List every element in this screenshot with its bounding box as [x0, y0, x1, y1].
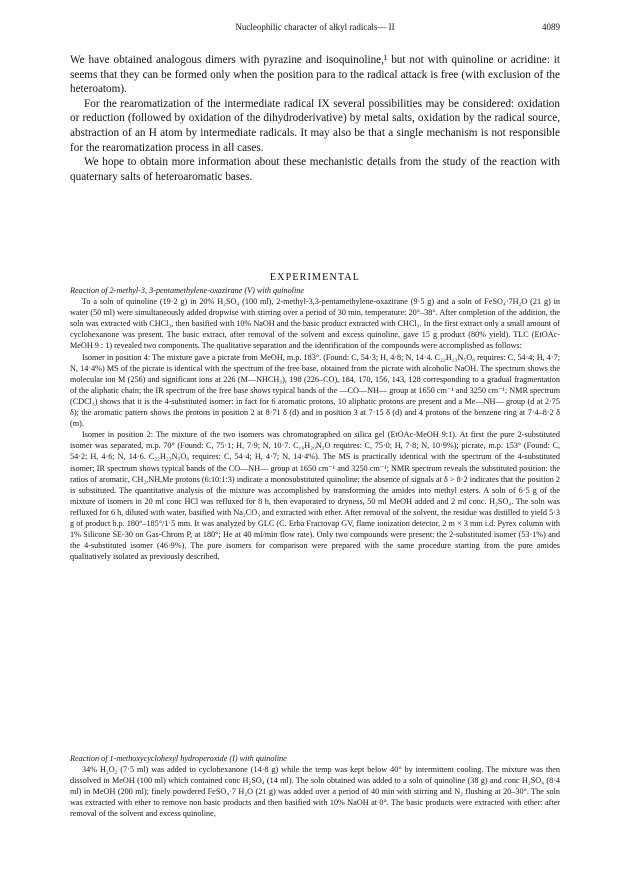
intro-paragraph: We hope to obtain more information about these mechanistic details from the study of the reaction with quaternary salts of heteroaromatic bases.	[70, 156, 560, 183]
intro-paragraph: We have obtained analogous dimers with pyrazine and isoquinoline,¹ but not with quinoline or acridine: it seems that they can be formed only when the position para to the radical attack is free (with exclusion of the heteroatom).	[70, 54, 560, 96]
intro-paragraph: For the rearomatization of the intermediate radical IX several possibilities may be considered: oxidation or reduction (followed by oxidation of the dihydroderivative) by metal salts, oxidation by the radical source, abstraction of an H atom by intermediate radicals. It may also be that a single mechanism is not responsible for the rearomatization process in all cases.	[70, 97, 560, 154]
procedure-paragraph: Isomer in position 2: The mixture of the two isomers was chromatographed on silica gel (EtOAc-MeOH 9:1). At first the pure 2-substituted isomer was separated, m.p. 70° (Found: C, 75·1; H, 7·9; N, 10·7. C₁₆H₂₀N₂O requires: C, 75·0; H, 7·8; N, 10·9%); picrate, m.p. 153° (Found: C, 54·2; H, 4·6; N, 14·6. C₂₂H₂₃N₅O₈ requires: C, 54·4; H, 4·7; N, 14·4%). The MS is practically identical with the spectrum of the 4-substituted isomer; IR spectrum shows typical bands of the CO—NH— group at 1650 cm⁻¹ and 3250 cm⁻¹; NMR spectrum reveals the substituted position: the ratios of aromatic, CH₂,NH,Me protons (6:10:1:3) indicate a monosubstituted quinoline; the absence of signals at δ > 8·2 indicates that the position 2 is substituted. The quantitative analysis of the mixture was accomplished by transforming the amides into methyl esters. A soln of 6·5 g of the mixture of isomers in 20 ml conc HCl was refluxed for 8 h, then evaporated to dryness, 50 ml MeOH added and 2 ml conc. H₂SO₄. The soln was refluxed for 6 h, diluted with water, basified with Na₂CO₃ and extracted with ether. After removal of the solvent, the residue was distilled to yield 5·3 g of product b.p. 180°–185°/1·5 mm. It was analyzed by GLC (C. Erba Fractovap GV, flame ionization detector, 2 m × 3 mm i.d. Pyrex column with 1% Silicone SE-30 on Gas-Chrom P, at 180°; He at 40 ml/min flow rate). Only two compounds were present: the 2-substituted isomer (53·1%) and the 4-substituted isomer (46·9%). The pure isomers for comparison were prepared with the same procedure starting from the pure amides qualitatively isolated as previously described.	[70, 430, 560, 562]
page-number: 4089	[542, 22, 560, 32]
running-header	[70, 22, 560, 36]
reaction-title: Reaction of 1-methoxycyclohexyl hydroperoxide (I) with quinoline	[70, 754, 287, 763]
discussion-text	[70, 53, 560, 184]
procedure-paragraph: To a soln of quinoline (19·2 g) in 20% H₂SO₄ (100 ml), 2-methyl-3,3-pentamethylene-oxazirane (9·5 g) and a soln of FeSO₄·7H₂O (21 g) in water (50 ml) were simultaneously added dropwise with stirring over a period of 30 min, temperature: 20°–38°. After completion of the addition, the soln was extracted with CHCl₃, then basified with 10% NaOH and the basic product extracted with CHCl₃. In the first extract only a small amount of cyclohexanone was present. The basic extract, after removal of the solvent and excess quinoline, gave 15 g product (80% yield). TLC (EtOAc-MeOH 9 : 1) revealed two components. The qualitative separation and the identification of the compounds were accomplished as follows:	[70, 297, 560, 351]
section-heading: EXPERIMENTAL	[269, 272, 361, 283]
reaction-title: Reaction of 2-methyl-3, 3-pentamethylene-oxazirane (V) with quinoline	[70, 286, 304, 295]
procedure-paragraph: 34% H₂O₂ (7·5 ml) was added to cyclohexanone (14·8 g) while the temp was kept below 40° by intermittent cooling. The mixture was then dissolved in MeOH (100 ml) which contained conc H₂SO₄ (14 ml). The soln obtained was added to a soln of quinoline (38 g) and conc H₂SO₄ (8·4 ml) in MeOH (200 ml); finely powdered FeSO₄·7 H₂O (21 g) was added over a period of 40 min with stirring and N₂ flushing at 20–30°. The soln was extracted with ether to remove non basic products and then basified with 10% NaOH at 0°. The basic products were extracted with ether: after removal of the solvent and excess quinoline,	[70, 765, 560, 819]
running-title: Nucleophilic character of alkyl radicals— II	[235, 22, 395, 32]
experimental-section-1	[70, 285, 560, 562]
procedure-paragraph: Isomer in position 4: The mixture gave a picrate from MeOH, m.p. 183°. (Found: C, 54·3; H, 4·8; N, 14·4. C₂₂H₂₃N₅O₈ requires: C, 54·4; H, 4·7; N, 14·4%) MS of the picrate is identical with the spectrum of the free base, obtained from the picrate with alcoholic NaOH. The spectrum shows the molecular ion M (256) and significant ions at 226 (M—NHCH₃), 198 (226–CO), 184, 170, 156, 143, 128 corresponding to a gradual fragmentation of the aliphatic chain; the IR spectrum of the free base shows typical bands of the —CO—NH— group at 1650 cm⁻¹ and 3250 cm⁻¹; NMR spectrum (CDCl₃) shows that it is the 4-substituted isomer: in fact for 6 aromatic protons, 10 aliphatic protons are present and a Me—NH— group (d at 2·75 δ); the aromatic pattern shows the protons in position 2 at 8·71 δ (d) and in position 3 at 7·15 δ (d) and 4 protons of the benzene ring at 7·4–8·2 δ (m).	[70, 352, 560, 429]
experimental-section-2	[70, 753, 560, 820]
